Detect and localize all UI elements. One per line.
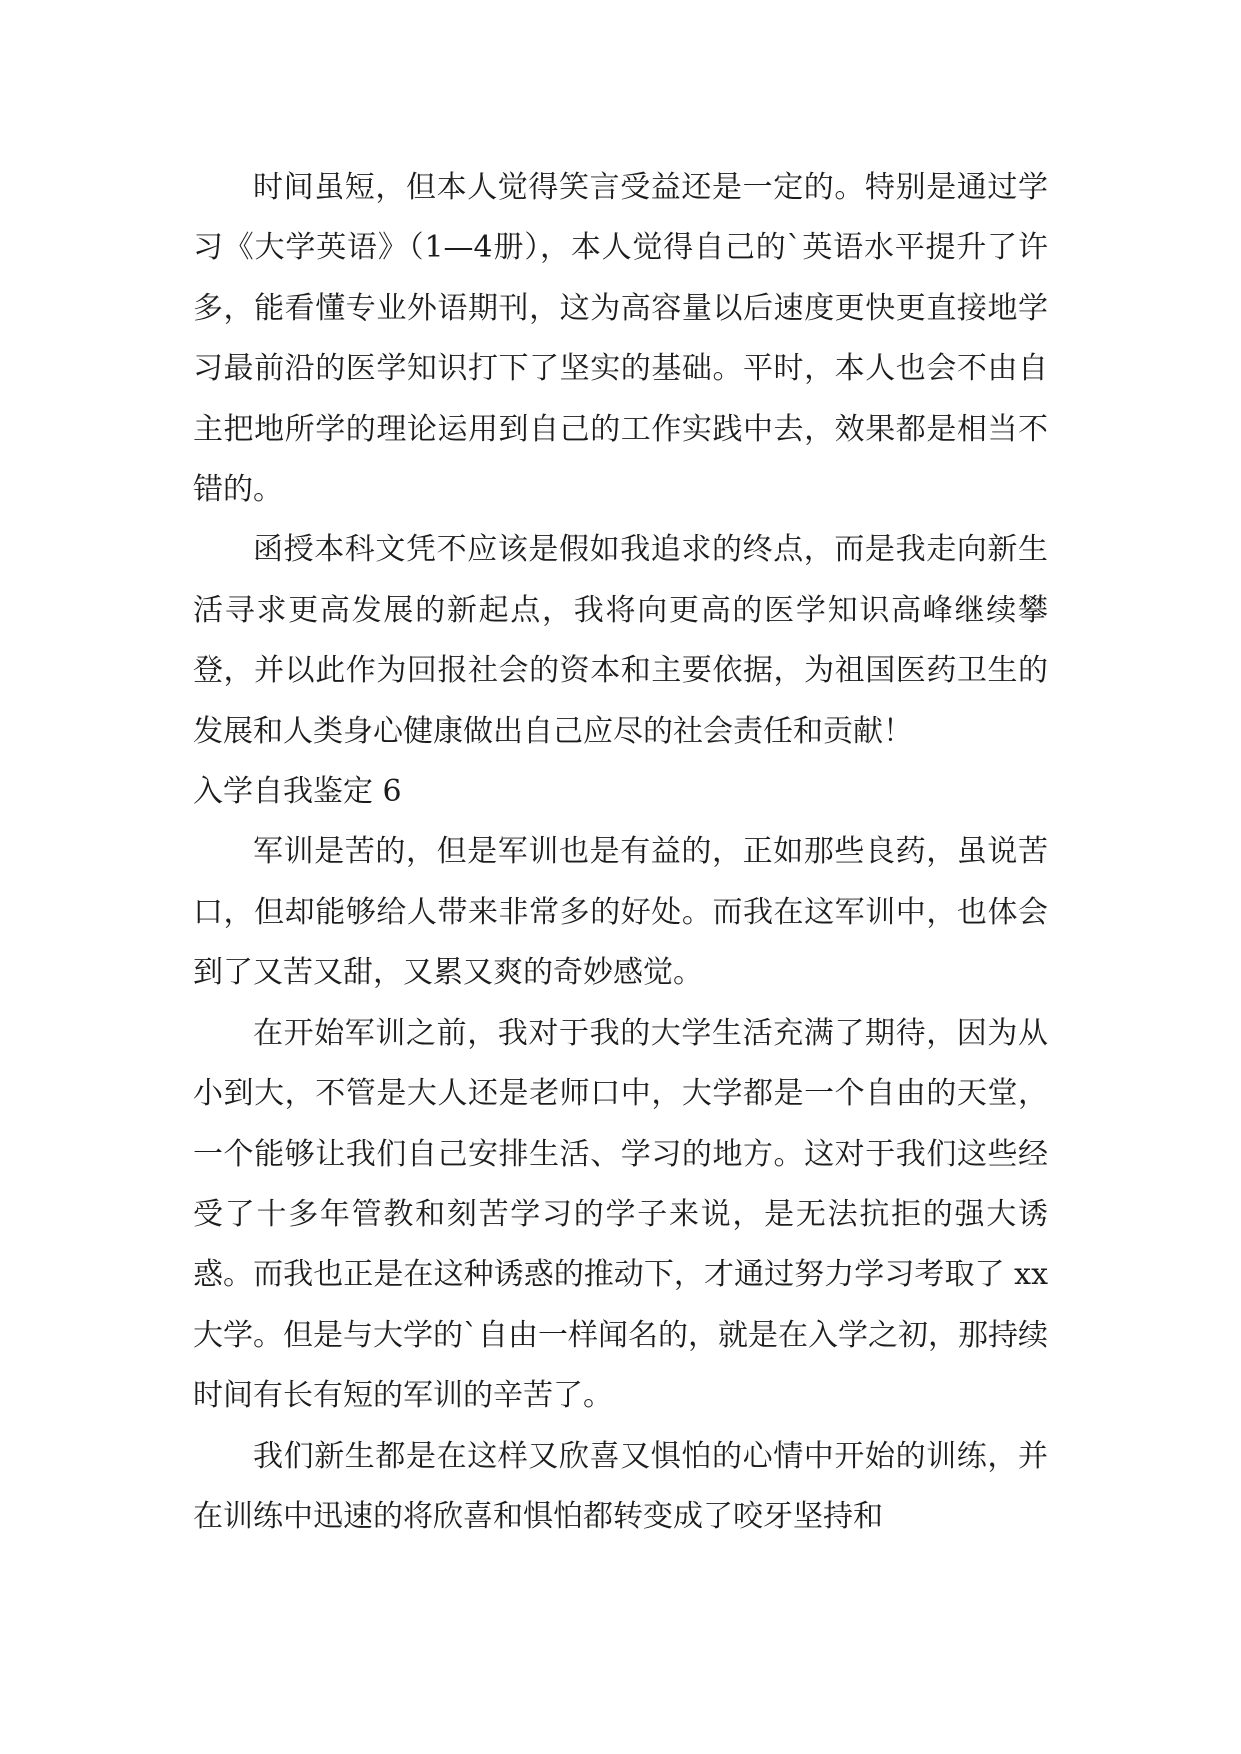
section-paragraph-1: 军训是苦的，但是军训也是有益的，正如那些良药，虽说苦口，但却能够给人带来非常多的好处。而我在这军训中，也体会到了又苦又甜，又累又爽的奇妙感觉。 xyxy=(193,834,1048,991)
document-body xyxy=(193,158,1048,1547)
section-paragraph-3: 我们新生都是在这样又欣喜又惧怕的心情中开始的训练，并在训练中迅速的将欣喜和惧怕都转变成了咬牙坚持和 xyxy=(193,1438,1048,1534)
section-heading: 入学自我鉴定 6 xyxy=(193,774,402,810)
paragraph-2: 函授本科文凭不应该是假如我追求的终点，而是我走向新生活寻求更高发展的新起点，我将向更高的医学知识高峰继续攀登，并以此作为回报社会的资本和主要依据，为祖国医药卫生的发展和人类身心健康做出自己应尽的社会责任和贡献！ xyxy=(193,532,1048,749)
section-paragraph-2: 在开始军训之前，我对于我的大学生活充满了期待，因为从小到大，不管是大人还是老师口中，大学都是一个自由的天堂，一个能够让我们自己安排生活、学习的地方。这对于我们这些经受了十多年管教和刻苦学习的学子来说，是无法抗拒的强大诱惑。而我也正是在这种诱惑的推动下，才通过努力学习考取了 xx 大学。但是与大学的`自由一样闻名的，就是在入学之初，那持续时间有长有短的军训的辛苦了。 xyxy=(193,1015,1048,1414)
paragraph-1: 时间虽短，但本人觉得笑言受益还是一定的。特别是通过学习《大学英语》（1—4册），本人觉得自己的`英语水平提升了许多，能看懂专业外语期刊，这为高容量以后速度更快更直接地学习最前沿的医学知识打下了坚实的基础。平时，本人也会不由自主把地所学的理论运用到自己的工作实践中去，效果都是相当不错的。 xyxy=(193,170,1048,508)
